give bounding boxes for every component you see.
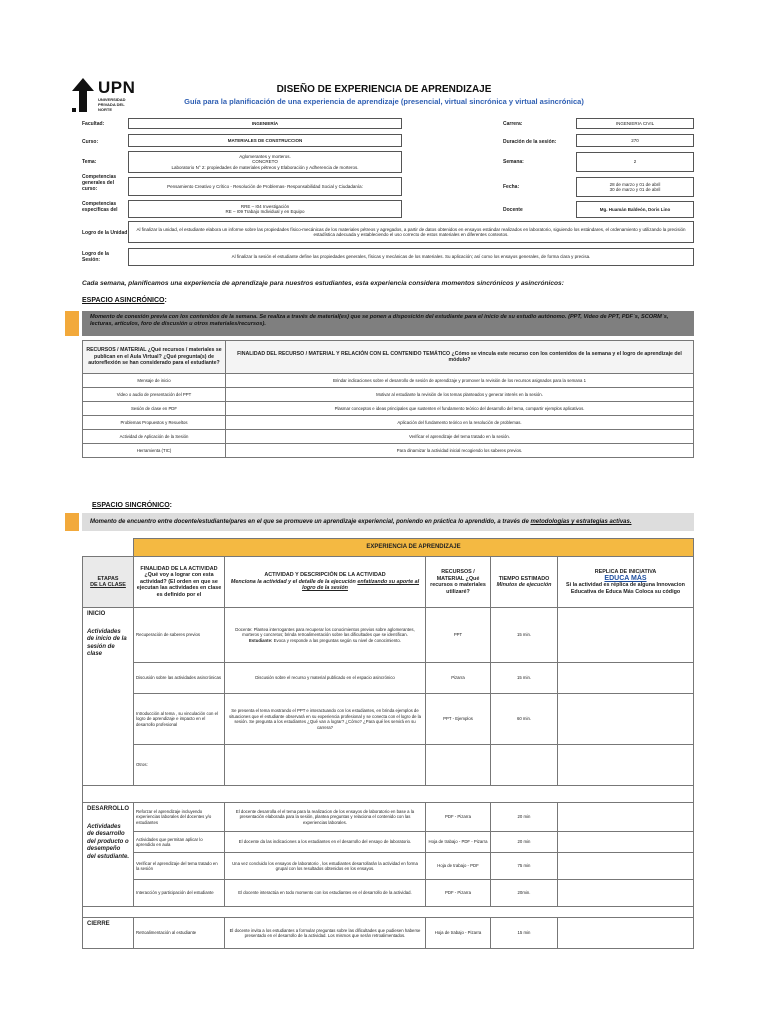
activity-description: El docente invita a los estudiantes a formular preguntas sobre las dificultades que pudiesen haberse presentado en el desarrollo de la actividad. Los mismos que serán retroalimentados. <box>225 918 426 949</box>
tema-label: Tema: <box>82 159 97 165</box>
page-subtitle: Guía para la planificación de una experiencia de aprendizaje (presencial, virtual sincrónica y virtual asincrónica) <box>184 97 584 106</box>
async-col-recursos: RECURSOS / MATERIAL ¿Qué recursos / materiales se publican en el Aula Virtual? ¿Qué pregunta(s) de autoreflexión se han considerado para el estudiante? <box>83 341 226 374</box>
experience-header <box>83 557 694 608</box>
experience-row <box>83 694 694 745</box>
activity-resources: PDF - Pizarra <box>426 803 491 832</box>
activity-time: 20 min <box>491 803 558 832</box>
stage-title: INICIO <box>87 611 106 617</box>
upn-logo <box>72 76 142 114</box>
async-finalidad: Para dinamizar la actividad inicial recogiendo los saberes previos. <box>226 444 694 458</box>
tema-line-3: Laboratorio N° 2: propiedades de materiales pétreos y Elaboración y Adherencia de morteros. <box>171 164 359 170</box>
activity-description: Se presenta el tema mostrando el PPT e interactuando con los estudiantes, en brinda ejemplos de situaciones que el estudiante observará en su experiencia profesional y se conecta con el logro de la sesión. Se pregunta a los estudiantes ¿Qué van a lograr? ¿Cómo? ¿Para qué les servirá en su carrera? <box>225 694 426 745</box>
activity-time: 15 min <box>491 918 558 949</box>
experience-table <box>82 538 694 949</box>
sync-banner-link: metodologías y estrategias activas. <box>530 519 632 525</box>
logro-unidad-field: Al finalizar la unidad, el estudiante elabora un informe sobre las propiedades físico-mecánicas de los materiales pétreos y agregados, a partir de datos obtenidos en ensayos estándar realizados en laboratorio, siguiendo los estándares, el ordenamiento y utilizando la precisión estadística adecuada y estableciendo el uso correcto de estos materiales en diferentes contextos. <box>128 221 694 243</box>
async-orange-marker <box>65 311 79 336</box>
activity-resources: PPT - Ejemplos <box>426 694 491 745</box>
experience-row <box>83 745 694 786</box>
async-finalidad: Brindar indicaciones sobre el desarrollo de sesión de aprendizaje y promover la revisión de los recursos asignados para la semana 1 <box>226 374 694 388</box>
competencias-generales-field: Pensamiento Creativo y Crítico - Resolución de Problemas- Responsabilidad Social y Ciudadanía: <box>128 177 402 196</box>
ce-line-1: RRE – I04 Investigación <box>240 203 290 209</box>
activity-description <box>225 745 426 786</box>
activity-time: 75 min <box>491 853 558 880</box>
col-finalidad: FINALIDAD DE LA ACTIVIDAD ¿Qué voy a lograr con esta actividad? (El orden en que se ejecutan las actividades en clase es definido por el <box>134 557 225 608</box>
experience-row <box>83 803 694 832</box>
activity-purpose: Discusión sobre las actividades asincrónicas <box>134 663 225 694</box>
tema-line-1: Aglomerantes y morteros. <box>239 153 291 159</box>
activity-resources: Hoja de trabajo - Pizarra <box>426 918 491 949</box>
activity-description: Docente: Plantea interrogantes para recuperar los conocimientos previos sobre aglomerantes, morteros y concretos; brinda retroalimentación sobre las dificultades que se identifican. Estudiante: Evoca y responde a las preguntas según su nivel de conocimiento. <box>225 608 426 663</box>
experience-row <box>83 663 694 694</box>
curso-label: Curso: <box>82 139 99 145</box>
activity-resources: PPT <box>426 608 491 663</box>
async-banner: Momento de conexión previa con los contenidos de la semana. Se realiza a través de material(es) que se ponen a disposición del estudiante para el inicio de su estudio autónomo. (PPT, Video de PPT, PDF´s, SCORM´s, lecturas, artículos, foro de discusión u otros materiales/recursos). <box>82 311 694 336</box>
competencias-especificas-field <box>128 200 402 218</box>
stage-subtitle: Actividades de desarrollo del producto o desempeño del estudiante. <box>87 823 130 860</box>
spacer-cell <box>83 907 694 918</box>
col-replica: REPLICA DE INICIATIVA EDUCA MÁS Si la actividad es réplica de alguna Innovacion Educativa de Educa Más Coloca su código <box>558 557 694 608</box>
col-etapas: ETAPAS DE LA CLASE <box>83 557 134 608</box>
experience-row <box>83 880 694 907</box>
activity-time: 15 min. <box>491 663 558 694</box>
activity-purpose: Retroalimentación al estudiante <box>134 918 225 949</box>
tema-field <box>128 151 402 173</box>
fecha-line-2: 30 de marzo y 01 de abril <box>609 187 661 192</box>
async-row <box>83 374 694 388</box>
async-finalidad: Motivar al estudiante la revisión de los temas planteados y generar interés en la sesión. <box>226 388 694 402</box>
activity-time <box>491 745 558 786</box>
stage-title: DESARROLLO <box>87 806 129 812</box>
activity-purpose: Otros: <box>134 745 225 786</box>
sync-heading: ESPACIO SINCRÓNICO: <box>92 502 172 509</box>
activity-resources: Hoja de trabajo - PDF - Pizarra <box>426 832 491 853</box>
spacer-cell <box>83 786 694 803</box>
activity-resources: Hoja de trabajo - PDF <box>426 853 491 880</box>
spacer-row <box>83 786 694 803</box>
activity-time: 20min. <box>491 880 558 907</box>
activity-replica <box>558 663 694 694</box>
activity-replica <box>558 803 694 832</box>
async-table <box>82 340 694 458</box>
activity-replica <box>558 694 694 745</box>
activity-time: 15 min. <box>491 608 558 663</box>
activity-resources <box>426 745 491 786</box>
duracion-label: Duración de la sesión: <box>503 139 557 145</box>
semana-field: 2 <box>576 152 694 172</box>
activity-description: El docente desarrolla el el tema para la realizacion de los ensayos de laboratorio en base a la presentación elaborada para la sesión, plantea preguntas y relaciona el contenido con las experiencias laborales. <box>225 803 426 832</box>
competencias-especificas-label: Competencias específicas del <box>82 201 118 213</box>
activity-time: 20 min <box>491 832 558 853</box>
async-row <box>83 402 694 416</box>
experience-row <box>83 918 694 949</box>
activity-resources: Pizarra <box>426 663 491 694</box>
activity-purpose: Verificar el aprendizaje del tema tratado en la sesión <box>134 853 225 880</box>
page-title: DISEÑO DE EXPERIENCIA DE APRENDIZAJE <box>276 84 492 95</box>
activity-purpose: Introducción al tema , su vinculación con el logro de aprendizaje e impacto en el desarrollo profesional <box>134 694 225 745</box>
fecha-label: Fecha: <box>503 184 520 190</box>
async-row <box>83 430 694 444</box>
async-recurso: Video o audio de presentación del PPT <box>83 388 226 402</box>
stage-subtitle: Actividades de inicio de la sesión de clase <box>87 628 127 657</box>
logro-unidad-label: Logro de la Unidad <box>82 230 128 236</box>
sync-orange-marker <box>65 513 79 531</box>
fecha-line-1: 28 de marzo y 01 de abril <box>609 181 661 187</box>
curso-field: MATERIALES DE CONSTRUCCION <box>128 134 402 147</box>
activity-description: Discusión sobre el recurso y material publicado en el espacio asincrónico <box>225 663 426 694</box>
activity-purpose: Reforzar el aprendizaje incluyendo experiencias laborales del docentes y/o estudiantes <box>134 803 225 832</box>
activity-purpose: Recuperación de saberes previos <box>134 608 225 663</box>
async-heading: ESPACIO ASINCRÓNICO: <box>82 297 167 304</box>
spacer-row <box>83 907 694 918</box>
duracion-field: 270 <box>576 134 694 147</box>
experience-title: EXPERIENCIA DE APRENDIZAJE <box>134 539 694 557</box>
stage-cierre <box>83 918 134 949</box>
activity-replica <box>558 918 694 949</box>
async-recurso: Mensaje de inicio <box>83 374 226 388</box>
intro-text: Cada semana, planificamos una experiencia de aprendizaje para nuestros estudiantes, esta experiencia considera momentos sincrónicos y asincrónicos: <box>82 280 564 287</box>
experience-title-row <box>83 539 694 557</box>
docente-field: Mg. Huamán Baldeón, Doris Lino <box>576 201 694 218</box>
async-finalidad: Aplicación del fundamento teórico en la resolución de problemas. <box>226 416 694 430</box>
logro-sesion-label: Logro de la Sesión: <box>82 251 109 263</box>
async-table-header <box>83 341 694 374</box>
async-col-finalidad: FINALIDAD DEL RECURSO / MATERIAL Y RELACIÓN CON EL CONTENIDO TEMÁTICO ¿Cómo se vincula este recurso con los contenidos de la semana y el logro de aprendizaje del módulo? <box>226 341 694 374</box>
fecha-field <box>576 177 694 197</box>
async-row <box>83 388 694 402</box>
activity-description: El docente da las indicaciones a los estudiantes en el desarrollo del ensayo de laboratorio. <box>225 832 426 853</box>
logo-text: UPN <box>98 78 136 97</box>
experience-row <box>83 832 694 853</box>
logo-subtitle: UNIVERSIDAD PRIVADA DEL NORTE <box>98 97 126 112</box>
stage-inicio <box>83 608 134 786</box>
col-recursos: RECURSOS / MATERIAL ¿Qué recursos o materiales utilizaré? <box>426 557 491 608</box>
sync-banner <box>82 513 694 531</box>
ce-line-2: RE – I09 Trabajo Individual y en Equipo <box>225 209 305 214</box>
experience-row <box>83 853 694 880</box>
async-recurso: Sesión de clase en PDF <box>83 402 226 416</box>
async-row <box>83 416 694 430</box>
facultad-field: INGENIERÍA <box>128 118 402 129</box>
activity-replica <box>558 608 694 663</box>
stage-title: CIERRE <box>87 921 110 927</box>
col-tiempo: TIEMPO ESTIMADO Minutos de ejecución <box>491 557 558 608</box>
activity-resources: PDF - Pizarra <box>426 880 491 907</box>
async-recurso: Problemas Propuestos y Resueltos <box>83 416 226 430</box>
activity-description: Una vez concluido los ensayos de laboratorio , los estudiantes desarrollarán la actividad en forma grupal con los resultados obtenidos en los ensayos. <box>225 853 426 880</box>
col-actividad: ACTIVIDAD Y DESCRIPCIÓN DE LA ACTIVIDAD Menciona la actividad y el detalle de la ejecución enfatizando su aporte al logro de la sesión <box>225 557 426 608</box>
docente-label: Docente <box>503 207 523 213</box>
carrera-label: Carrera: <box>503 121 523 127</box>
semana-label: Semana: <box>503 159 524 165</box>
async-row <box>83 444 694 458</box>
activity-replica <box>558 745 694 786</box>
activity-time: 60 min. <box>491 694 558 745</box>
competencias-generales-label: Competencias generales del curso: <box>82 174 117 192</box>
async-recurso: Herramienta (TIC) <box>83 444 226 458</box>
activity-replica <box>558 832 694 853</box>
activity-replica <box>558 880 694 907</box>
activity-description: El docente interactúa en todo momento con los estudiantes en el desarrollo de la actividad. <box>225 880 426 907</box>
async-recurso: Actividad de Aplicación de la Sesión <box>83 430 226 444</box>
experience-row <box>83 608 694 663</box>
tema-line-2: CONCRETO <box>252 159 278 165</box>
async-finalidad: Plasmar conceptos e ideas principales que sustenten el fundamento teórico del desarrollo del tema, compartir ejemplos aplicativos. <box>226 402 694 416</box>
logro-sesion-field: Al finalizar la sesión el estudiante define las propiedades generales, físicas y mecánicas de los materiales. Su aplicación; así como los ensayos generales, de forma clara y precisa. <box>128 248 694 266</box>
async-finalidad: Verificar el aprendizaje del tema tratado en la sesión. <box>226 430 694 444</box>
sync-banner-text: Momento de encuentro entre docente/estudiante/pares en el que se promueve un aprendizaje experiencial, poniendo en práctica lo aprendido, a través de <box>90 519 529 525</box>
activity-replica <box>558 853 694 880</box>
stage-desarrollo <box>83 803 134 907</box>
facultad-label: Facultad: <box>82 121 105 127</box>
carrera-field: INGENIERIA CIVIL <box>576 118 694 129</box>
activity-purpose: Actividades que permitan aplicar lo aprendido en aula <box>134 832 225 853</box>
activity-purpose: Interacción y participación del estudiante <box>134 880 225 907</box>
